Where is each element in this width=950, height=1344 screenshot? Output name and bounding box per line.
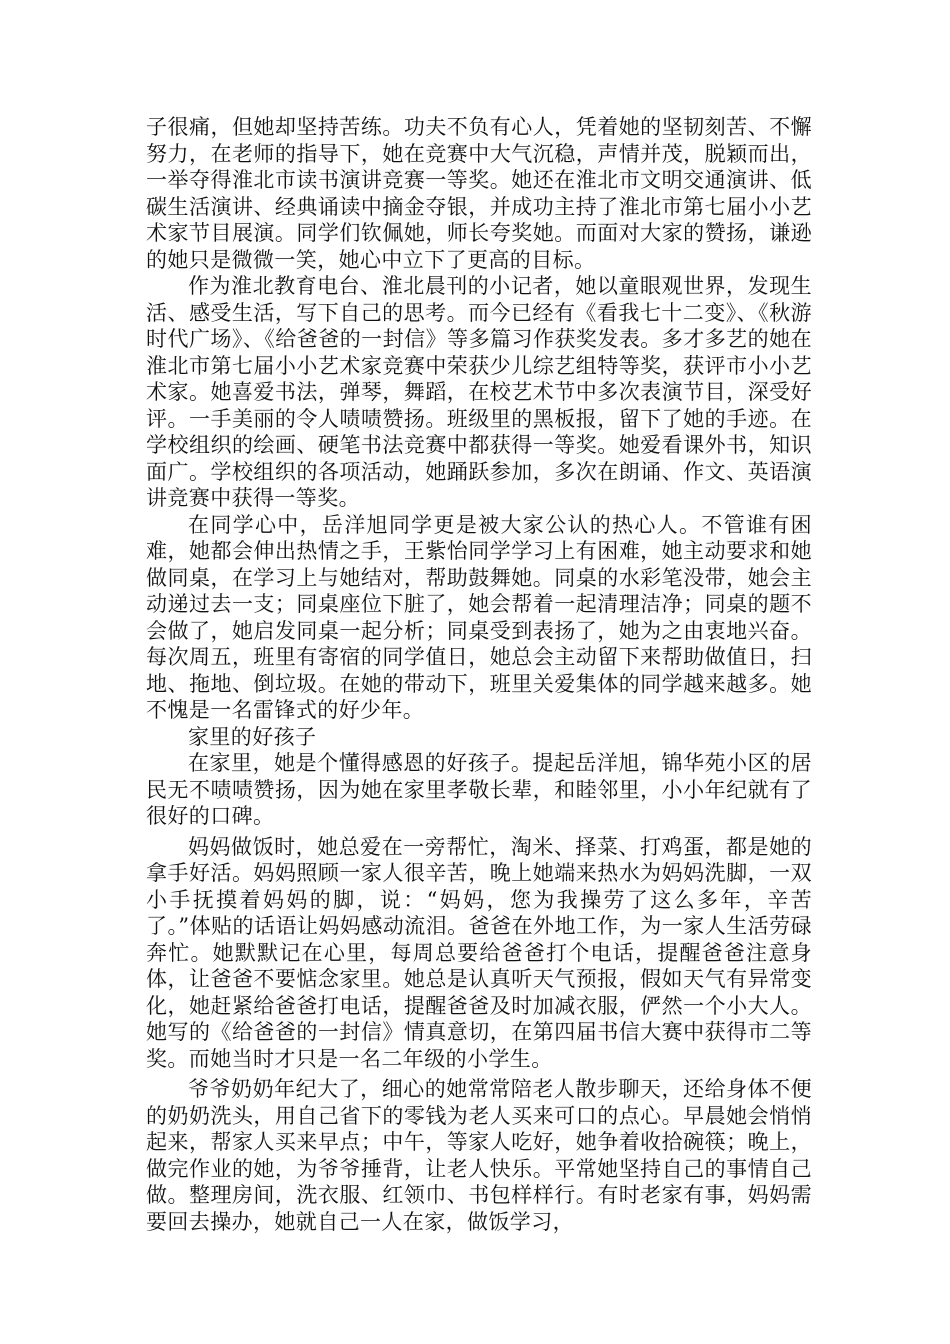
paragraph-grateful-child: 在家里，她是个懂得感恩的好孩子。提起岳洋旭，锦华苑小区的居民无不啧啧赞扬，因为她在家里孝敬长辈，和睦邻里，小小年纪就有了很好的口碑。 — [146, 751, 812, 828]
document-body — [146, 114, 812, 1235]
paragraph-helpful-classmate: 在同学心中，岳洋旭同学更是被大家公认的热心人。不管谁有困难，她都会伸出热情之手，王紫怡同学学习上有困难，她主动要求和她做同桌，在学习上与她结对，帮助鼓舞她。同桌的水彩笔没带，她会主动递过去一支；同桌座位下脏了，她会帮着一起清理洁净；同桌的题不会做了，她启发同桌一起分析；同桌受到表扬了，她为之由衷地兴奋。每次周五，班里有寄宿的同学值日，她总会主动留下来帮助做值日，扫地、拖地、倒垃圾。在她的带动下，班里关爱集体的同学越来越多。她不愧是一名雷锋式的好少年。 — [146, 512, 812, 722]
paragraph-caring-grandparents: 爷爷奶奶年纪大了，细心的她常常陪老人散步聊天，还给身体不便的奶奶洗头，用自己省下的零钱为老人买来可口的点心。早晨她会悄悄起来，帮家人买来早点；中午，等家人吃好，她争着收拾碗筷；晚上，做完作业的她，为爷爷捶背，让老人快乐。平常她坚持自己的事情自己做。整理房间，洗衣服、红领巾、书包样样行。有时老家有事，妈妈需要回去操办，她就自己一人在家，做饭学习， — [146, 1077, 812, 1234]
paragraph-helping-mother: 妈妈做饭时，她总爱在一旁帮忙，淘米、择菜、打鸡蛋，都是她的拿手好活。妈妈照顾一家人很辛苦，晚上她端来热水为妈妈洗脚，一双小手抚摸着妈妈的脚，说：“妈妈，您为我操劳了这么多年，辛苦了。”体贴的话语让妈妈感动流泪。爸爸在外地工作，为一家人生活劳碌奔忙。她默默记在心里，每周总要给爸爸打个电话，提醒爸爸注意身体，让爸爸不要惦念家里。她总是认真听天气预报，假如天气有异常变化，她赶紧给爸爸打电话，提醒爸爸及时加减衣服，俨然一个小大人。她写的《给爸爸的一封信》情真意切，在第四届书信大赛中获得市二等奖。而她当时才只是一名二年级的小学生。 — [146, 834, 812, 1071]
paragraph-continuation: 子很痛，但她却坚持苦练。功夫不负有心人，凭着她的坚韧刻苦、不懈努力，在老师的指导下，她在竞赛中大气沉稳，声情并茂，脱颖而出，一举夺得淮北市读书演讲竞赛一等奖。她还在淮北市文明交通演讲、低碳生活演讲、经典诵读中摘金夺银，并成功主持了淮北市第七届小小艺术家节目展演。同学们钦佩她，师长夸奖她。而面对大家的赞扬，谦逊的她只是微微一笑，她心中立下了更高的目标。 — [146, 115, 812, 272]
paragraph-little-reporter: 作为淮北教育电台、淮北晨刊的小记者，她以童眼观世界，发现生活、感受生活，写下自己的思考。而今已经有《看我七十二变》、《秋游时代广场》、《给爸爸的一封信》等多篇习作获奖发表。多才多艺的她在淮北市第七届小小艺术家竞赛中荣获少儿综艺组特等奖，获评市小小艺术家。她喜爱书法，弹琴，舞蹈，在校艺术节中多次表演节目，深受好评。一手美丽的令人啧啧赞扬。班级里的黑板报，留下了她的手迹。在学校组织的绘画、硬笔书法竞赛中都获得一等奖。她爱看课外书，知识面广。学校组织的各项活动，她踊跃参加，多次在朗诵、作文、英语演讲竞赛中获得一等奖。 — [146, 274, 812, 510]
section-heading-good-child-at-home: 家里的好孩子 — [188, 724, 317, 749]
